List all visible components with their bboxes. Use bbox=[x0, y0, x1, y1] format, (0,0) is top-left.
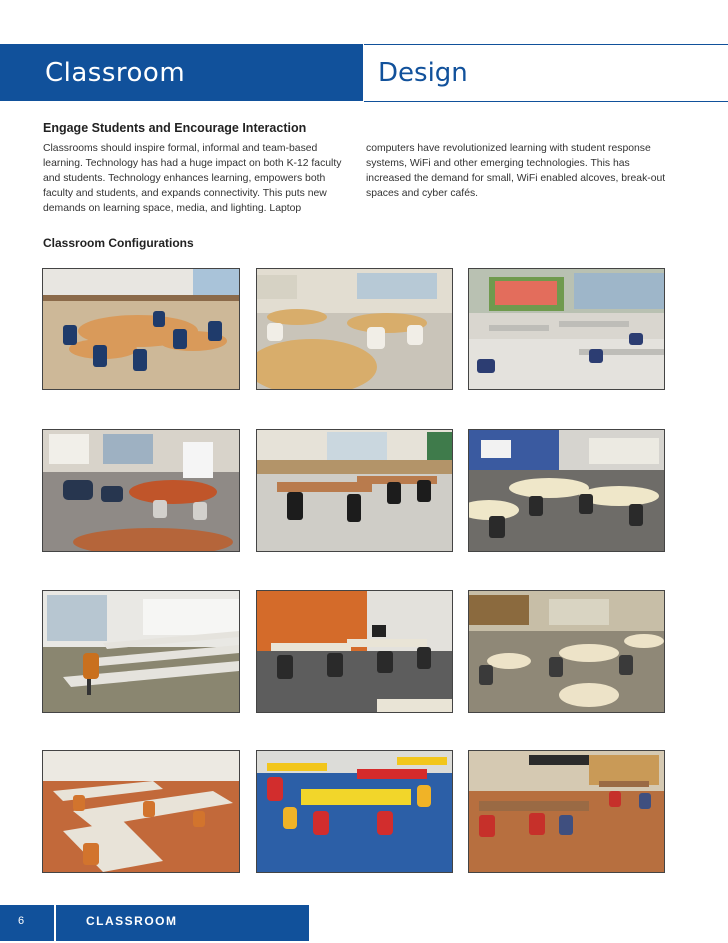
photo-round-tables-blue-chairs bbox=[42, 268, 240, 390]
intro-column-1 bbox=[43, 141, 361, 216]
intro-line: spaces and cyber cafés. bbox=[366, 188, 479, 199]
page-title: Classroom bbox=[45, 58, 186, 88]
intro-line: Classrooms should inspire formal, informal and team-based bbox=[43, 143, 318, 154]
photo-round-tables-lounge-chairs bbox=[42, 429, 240, 552]
header-title-left bbox=[0, 44, 363, 101]
photo-rect-tables-tile-floor bbox=[256, 429, 453, 552]
photo-kids-tables-red-chairs bbox=[468, 750, 665, 873]
intro-line: and students. Technology enhances learning, empowers both bbox=[43, 173, 326, 184]
section-label: CLASSROOM bbox=[86, 914, 178, 928]
configurations-heading: Classroom Configurations bbox=[43, 236, 194, 250]
page-number: 6 bbox=[18, 915, 25, 927]
intro-line: increased the demand for small, WiFi enabled alcoves, break-out bbox=[366, 173, 666, 184]
photo-round-tables-blue-wall bbox=[468, 429, 665, 552]
page-subtitle: Design bbox=[378, 58, 468, 88]
intro-column-2 bbox=[366, 141, 698, 201]
intro-line: learning. Technology has had a huge impact on both K-12 faculty bbox=[43, 158, 342, 169]
photo-rows-wood-floor bbox=[42, 750, 240, 873]
intro-line: faculty and students, and expands connectivity. This puts new bbox=[43, 188, 327, 199]
section-footer bbox=[56, 905, 309, 941]
page-number-tab bbox=[0, 905, 54, 941]
intro-line: demands on learning space, media, and lighting. Laptop bbox=[43, 203, 302, 214]
intro-line: systems, WiFi and other emerging technologies. This has bbox=[366, 158, 630, 169]
intro-line: computers have revolutionized learning with student response bbox=[366, 143, 651, 154]
intro-heading: Engage Students and Encourage Interaction bbox=[43, 121, 307, 135]
photo-colorful-tables-blue-floor bbox=[256, 750, 453, 873]
photo-rect-tables-bulletin-board bbox=[468, 268, 665, 390]
header-title-right bbox=[364, 44, 728, 102]
photo-rows-training-tables bbox=[42, 590, 240, 713]
photo-tables-orange-wall bbox=[256, 590, 453, 713]
photo-round-tables-white-chairs bbox=[256, 268, 453, 390]
photo-round-tables-library bbox=[468, 590, 665, 713]
